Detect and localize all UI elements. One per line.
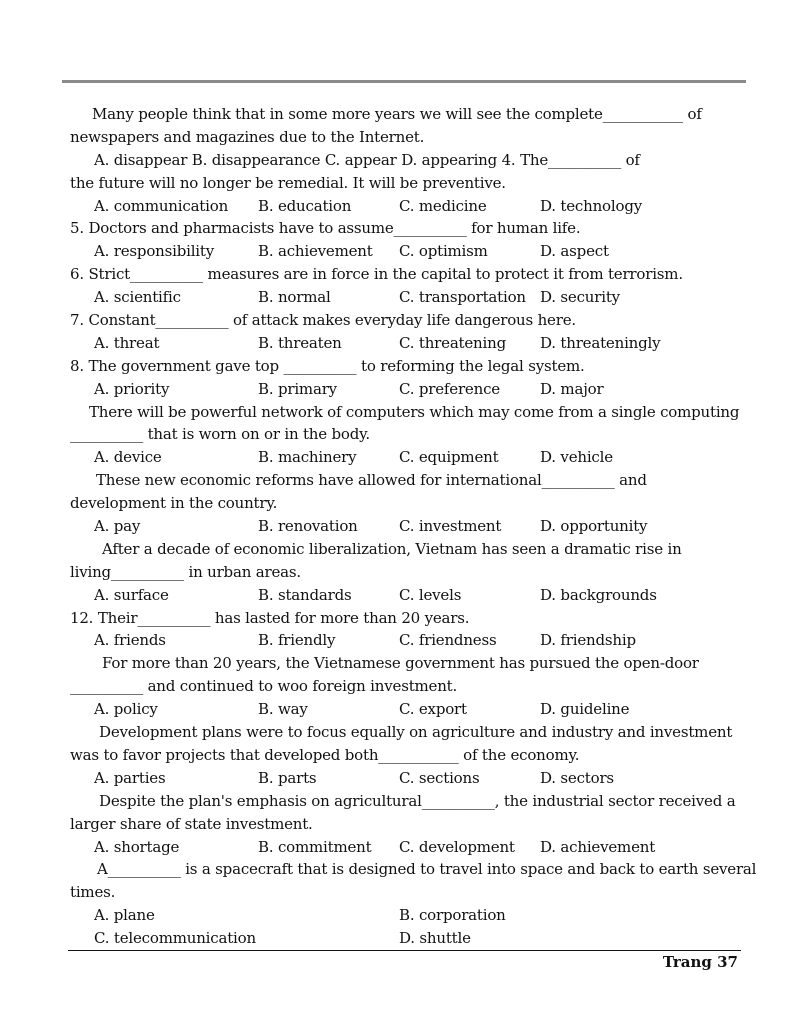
text-line: 12. Their__________ has lasted for more than 20 years.: [70, 608, 470, 627]
text-line: was to favor projects that developed both___________ of the economy.: [70, 745, 580, 764]
answer-option: D. technology: [540, 196, 642, 215]
answer-option: B. friendly: [258, 631, 336, 650]
answer-option: A. communication: [94, 196, 229, 215]
options-row: [70, 767, 742, 790]
answer-option: A. parties: [94, 768, 166, 787]
text-line: For more than 20 years, the Vietnamese government has pursued the open-door: [102, 654, 699, 673]
answer-option: A. priority: [94, 379, 170, 398]
answer-option: C. friendness: [399, 631, 497, 650]
options-row: [70, 515, 742, 538]
answer-option: B. commitment: [258, 837, 372, 856]
answer-option: C. investment: [399, 517, 502, 536]
text-line: 7. Constant__________ of attack makes everyday life dangerous here.: [70, 311, 576, 330]
options-row: [70, 904, 742, 927]
text-line: Development plans were to focus equally on agriculture and industry and investment: [99, 723, 733, 742]
answer-option: C. threatening: [399, 333, 506, 352]
answer-option: B. standards: [258, 585, 352, 604]
text-line: living__________ in urban areas.: [70, 562, 301, 581]
options-row: [70, 332, 742, 355]
answer-option: B. way: [258, 700, 308, 719]
text-line: There will be powerful network of computers which may come from a single computing: [89, 402, 740, 421]
answer-option: C. sections: [399, 768, 480, 787]
answer-option: A. pay: [94, 517, 141, 536]
text-line: Many people think that in some more years we will see the complete___________ of: [92, 105, 702, 123]
text-line: 5. Doctors and pharmacists have to assume__________ for human life.: [70, 219, 581, 238]
answer-option: A. scientific: [94, 288, 181, 307]
answer-option: B. renovation: [258, 517, 358, 536]
answer-option: D. sectors: [540, 768, 614, 787]
answer-option: C. equipment: [399, 448, 499, 467]
answer-option: B. parts: [258, 768, 317, 787]
answer-option: B. corporation: [399, 906, 506, 925]
answer-option: D. threateningly: [540, 333, 661, 352]
options-row: [70, 240, 742, 263]
answer-option: A. friends: [94, 631, 166, 650]
answer-option: D. friendship: [540, 631, 636, 650]
page-number: Trang 37: [662, 953, 738, 971]
answer-option: D. major: [540, 379, 604, 398]
answer-option: D. aspect: [540, 242, 609, 261]
options-row: [70, 195, 742, 218]
text-line: 6. Strict__________ measures are in force in the capital to protect it from terrorism.: [70, 265, 683, 284]
answer-option: D. backgrounds: [540, 585, 657, 604]
answer-option: A. device: [94, 448, 162, 467]
answer-option: A. plane: [94, 906, 155, 925]
text-line: These new economic reforms have allowed for international__________ and: [96, 471, 647, 490]
text-line: __________ that is worn on or in the body.: [70, 425, 371, 444]
footer-rule: [68, 950, 741, 951]
answer-option: D. vehicle: [540, 448, 613, 467]
text-line: A__________ is a spacecraft that is designed to travel into space and back to earth several: [97, 860, 757, 879]
options-row: [70, 446, 742, 469]
answer-option: C. medicine: [399, 196, 487, 215]
answer-option: D. opportunity: [540, 517, 648, 536]
answer-option: C. preference: [399, 379, 500, 398]
text-line: A. disappear B. disappearance C. appear D. appearing 4. The__________ of: [94, 150, 640, 169]
answer-option: B. threaten: [258, 333, 342, 352]
options-row: [70, 836, 742, 859]
answer-option: C. optimism: [399, 242, 488, 261]
answer-option: B. machinery: [258, 448, 357, 467]
text-line: newspapers and magazines due to the Internet.: [70, 127, 425, 146]
answer-option: D. achievement: [540, 837, 656, 856]
text-line: After a decade of economic liberalization, Vietnam has seen a dramatic rise in: [102, 539, 682, 558]
text-line: __________ and continued to woo foreign investment.: [70, 677, 458, 696]
document-body: [70, 103, 757, 950]
answer-option: B. primary: [258, 379, 337, 398]
text-line: development in the country.: [70, 494, 278, 513]
header-rule: [62, 80, 746, 83]
answer-option: D. shuttle: [399, 929, 471, 948]
answer-option: C. levels: [399, 585, 462, 604]
answer-option: B. education: [258, 196, 352, 215]
answer-option: A. threat: [94, 333, 160, 352]
answer-option: A. surface: [94, 585, 169, 604]
options-row: [70, 286, 742, 309]
answer-option: B. achievement: [258, 242, 373, 261]
answer-option: A. responsibility: [94, 242, 214, 261]
options-row: [70, 698, 742, 721]
answer-option: A. policy: [94, 700, 158, 719]
options-row: [70, 378, 742, 401]
text-line: times.: [70, 883, 116, 902]
text-line: Despite the plan's emphasis on agricultural__________, the industrial sector received a: [99, 791, 736, 810]
answer-option: C. development: [399, 837, 515, 856]
answer-option: C. telecommunication: [94, 929, 256, 948]
answer-option: B. normal: [258, 288, 331, 307]
answer-option: A. shortage: [94, 837, 180, 856]
options-row: [70, 927, 742, 950]
answer-option: D. security: [540, 288, 620, 307]
text-line: larger share of state investment.: [70, 814, 313, 833]
answer-option: D. guideline: [540, 700, 630, 719]
options-row: [70, 584, 742, 607]
text-line: 8. The government gave top __________ to reforming the legal system.: [70, 356, 585, 375]
options-row: [70, 629, 742, 652]
answer-option: C. transportation: [399, 288, 526, 307]
text-line: the future will no longer be remedial. It will be preventive.: [70, 173, 506, 192]
answer-option: C. export: [399, 700, 467, 719]
